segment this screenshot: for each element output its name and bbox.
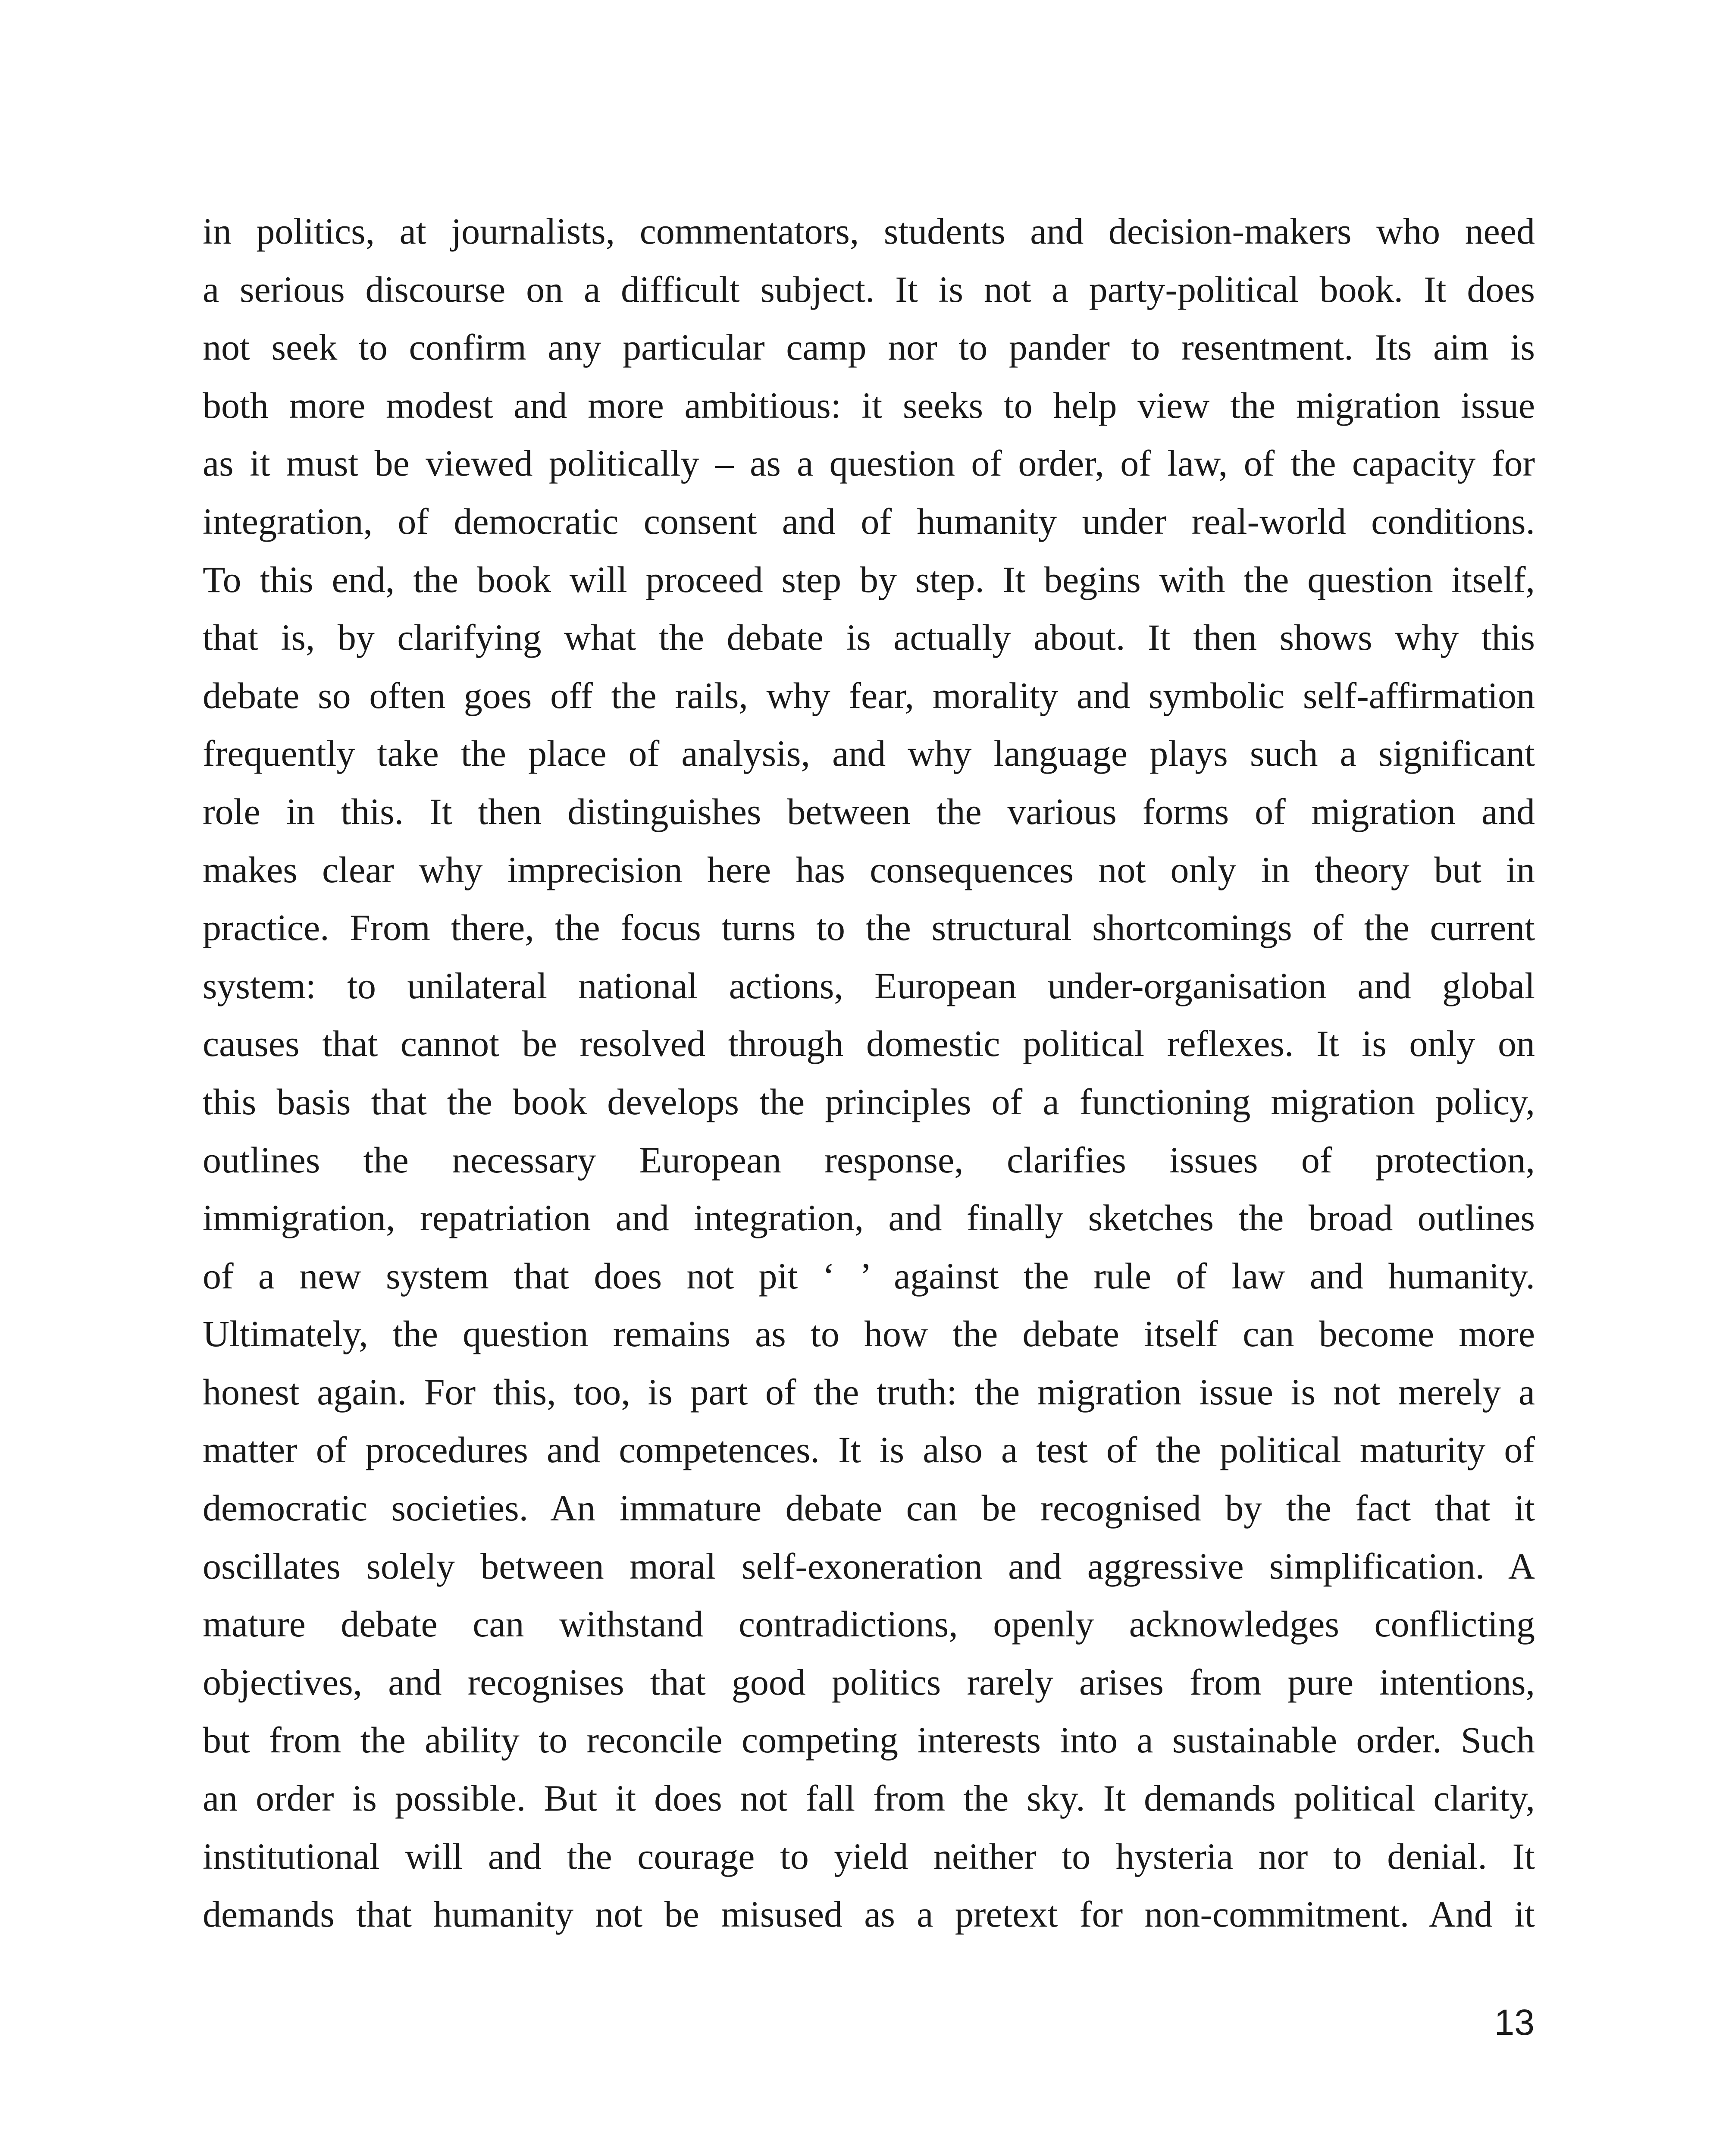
text-line: mature debate can withstand contradictions, openly acknowledges conflicting [203,1603,1535,1645]
text-line: outlines the necessary European response, clarifies issues of protection, [203,1139,1535,1181]
text-line: oscillates solely between moral self-exoneration and aggressive simplification. A [203,1545,1535,1587]
text-line: in politics, at journalists, commentators, students and decision-makers who need [203,210,1535,252]
text-line: role in this. It then distinguishes between the various forms of migration and [203,790,1535,832]
text-line: objectives, and recognises that good politics rarely arises from pure intentions, [203,1661,1535,1703]
text-line: an order is possible. But it does not fall from the sky. It demands political clarity, [203,1777,1535,1819]
text-line: institutional will and the courage to yield neither to hysteria nor to denial. It [203,1835,1535,1877]
text-line: of a new system that does not pit ‘ ’ against the rule of law and humanity. [203,1255,1535,1297]
text-line: frequently take the place of analysis, and why language plays such a significant [203,733,1535,774]
text-line: honest again. For this, too, is part of the truth: the migration issue is not merely a [203,1371,1535,1413]
text-line: practice. From there, the focus turns to the structural shortcomings of the current [203,907,1535,949]
body-paragraph [203,202,1535,1943]
text-line: as it must be viewed politically – as a question of order, of law, of the capacity for [203,442,1535,484]
page-number: 13 [1494,2002,1535,2043]
text-line: To this end, the book will proceed step by step. It begins with the question itself, [203,558,1535,600]
text-line: matter of procedures and competences. It is also a test of the political maturity of [203,1429,1535,1471]
text-line: democratic societies. An immature debate can be recognised by the fact that it [203,1487,1535,1529]
text-line: this basis that the book develops the principles of a functioning migration policy, [203,1081,1535,1122]
text-line: not seek to confirm any particular camp nor to pander to resentment. Its aim is [203,326,1535,368]
text-line: both more modest and more ambitious: it seeks to help view the migration issue [203,384,1535,426]
text-line: immigration, repatriation and integration, and finally sketches the broad outlines [203,1197,1535,1239]
text-line: debate so often goes off the rails, why fear, morality and symbolic self-affirmation [203,674,1535,716]
text-line: integration, of democratic consent and of humanity under real-world conditions. [203,500,1535,542]
text-line: a serious discourse on a difficult subject. It is not a party-political book. It does [203,268,1535,310]
text-line: demands that humanity not be misused as a pretext for non-commitment. And it [203,1893,1535,1935]
text-line: system: to unilateral national actions, European under-organisation and global [203,965,1535,1006]
text-line: makes clear why imprecision here has consequences not only in theory but in [203,849,1535,890]
text-line: causes that cannot be resolved through domestic political reflexes. It is only on [203,1023,1535,1065]
text-line: that is, by clarifying what the debate is actually about. It then shows why this [203,617,1535,658]
text-line: but from the ability to reconcile competing interests into a sustainable order. Such [203,1719,1535,1761]
text-line: Ultimately, the question remains as to how the debate itself can become more [203,1313,1535,1355]
